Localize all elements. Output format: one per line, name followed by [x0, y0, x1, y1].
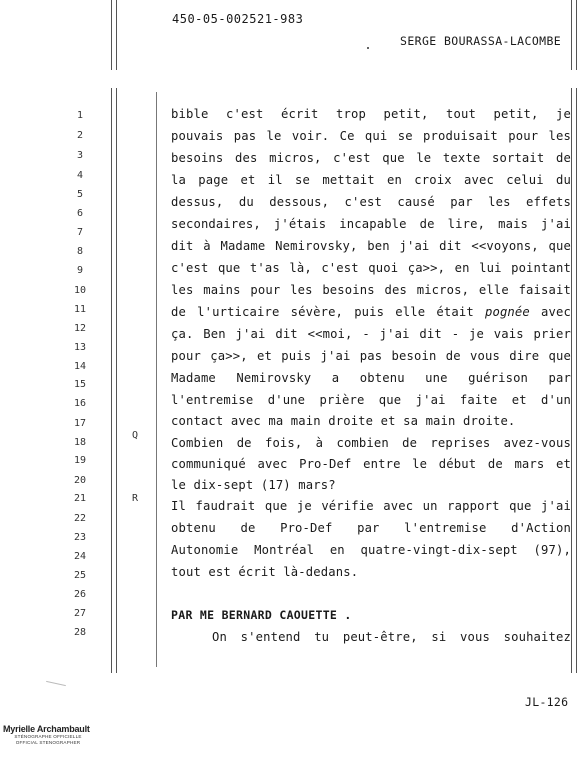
line-number: 24 — [73, 551, 87, 562]
transcript-line: contact avec ma main droite et sa main droite. — [171, 414, 516, 428]
transcript-line: ça. Ben j'ai dit <<moi, - j'ai dit - je vais prier — [171, 327, 571, 341]
transcript-line — [171, 305, 571, 319]
right-margin-rule — [571, 0, 572, 70]
line-number: 2 — [76, 130, 84, 141]
transcript-line: Autonomie Montréal en quatre-vingt-dix-sept (97), — [171, 543, 571, 557]
line-number: 17 — [73, 418, 87, 429]
line-number: 25 — [73, 570, 87, 581]
transcript-line: tout est écrit là-dedans. — [171, 565, 359, 579]
speaker-column-rule — [156, 92, 157, 667]
line-number: 8 — [76, 246, 84, 257]
question-marker: Q — [131, 430, 139, 441]
stamp-title-fr: STÉNOGRAPHE OFFICIELLE — [14, 734, 82, 739]
line-number: 1 — [76, 110, 84, 121]
transcript-line: Madame Nemirovsky a obtenu une guérison par — [171, 371, 571, 385]
transcript-line: pouvais pas le voir. Ce qui se produisait pour les — [171, 129, 571, 143]
line-number: 23 — [73, 532, 87, 543]
page-code: JL-126 — [525, 695, 569, 709]
witness-name: SERGE BOURASSA-LACOMBE — [400, 34, 562, 48]
line-number: 15 — [73, 379, 87, 390]
right-margin-rule — [576, 0, 577, 70]
left-margin-rule — [116, 0, 117, 70]
left-margin-rule — [116, 88, 117, 673]
transcript-text: de l'urticaire sévère, puis elle était — [171, 305, 485, 319]
transcript-line: secondaires, j'étais incapable de lire, mais j'ai — [171, 217, 571, 231]
transcript-line: Il faudrait que je vérifie avec un rapport que j'ai — [171, 499, 571, 513]
line-number: 13 — [73, 342, 87, 353]
case-number: 450-05-002521-983 — [172, 12, 304, 26]
line-number: 28 — [73, 627, 87, 638]
italic-word: pognée — [484, 305, 530, 319]
answer-marker: R — [131, 493, 139, 504]
line-number: 27 — [73, 608, 87, 619]
stenographer-stamp — [3, 724, 93, 746]
line-number: 5 — [76, 189, 84, 200]
scan-mark — [46, 681, 66, 686]
transcript-line: besoins des micros, c'est que le texte sortait de — [171, 151, 571, 165]
speck — [367, 47, 369, 49]
transcript-text: avec — [529, 305, 572, 319]
transcript-line: Combien de fois, à combien de reprises avez-vous — [171, 436, 571, 450]
transcript-line: obtenu de Pro-Def par l'entremise d'Action — [171, 521, 571, 535]
right-margin-rule — [576, 88, 577, 673]
transcript-line: dit à Madame Nemirovsky, ben j'ai dit <<voyons, que — [171, 239, 571, 253]
transcript-line: les mains pour les besoins des micros, elle faisait — [171, 283, 571, 297]
left-margin-rule — [111, 88, 112, 673]
transcript-line: dessus, du dessous, c'est causé par les effets — [171, 195, 571, 209]
right-margin-rule — [571, 88, 572, 673]
line-number: 3 — [76, 150, 84, 161]
line-number: 21 — [73, 493, 87, 504]
examiner-heading: PAR ME BERNARD CAOUETTE . — [171, 608, 352, 622]
stenographer-name: Myrielle Archambault — [3, 724, 90, 734]
transcript-line: c'est que t'as là, c'est quoi ça>>, en lui pointant — [171, 261, 571, 275]
transcript-line: bible c'est écrit trop petit, tout petit, je — [171, 107, 571, 121]
line-number: 11 — [73, 304, 87, 315]
line-number: 10 — [73, 285, 87, 296]
line-number: 16 — [73, 398, 87, 409]
line-number: 26 — [73, 589, 87, 600]
transcript-line: pour ça>>, et puis j'ai pas besoin de vous dire que — [171, 349, 571, 363]
line-number: 4 — [76, 170, 84, 181]
line-number: 19 — [73, 455, 87, 466]
line-number: 9 — [76, 265, 84, 276]
line-number: 22 — [73, 513, 87, 524]
transcript-line: On s'entend tu peut-être, si vous souhaitez — [212, 630, 571, 644]
transcript-line: l'entremise d'une prière que j'ai faite et d'un — [171, 393, 571, 407]
line-number: 14 — [73, 361, 87, 372]
stamp-title-en: OFFICIAL STENOGRAPHER — [15, 740, 81, 745]
line-number: 20 — [73, 475, 87, 486]
line-number: 12 — [73, 323, 87, 334]
transcript-line: communiqué avec Pro-Def entre le début de mars et — [171, 457, 571, 471]
line-number: 6 — [76, 208, 84, 219]
line-number: 18 — [73, 437, 87, 448]
left-margin-rule — [111, 0, 112, 70]
transcript-line: le dix-sept (17) mars? — [171, 478, 336, 492]
line-number: 7 — [76, 227, 84, 238]
transcript-line: la page et il se mettait en croix avec celui du — [171, 173, 571, 187]
